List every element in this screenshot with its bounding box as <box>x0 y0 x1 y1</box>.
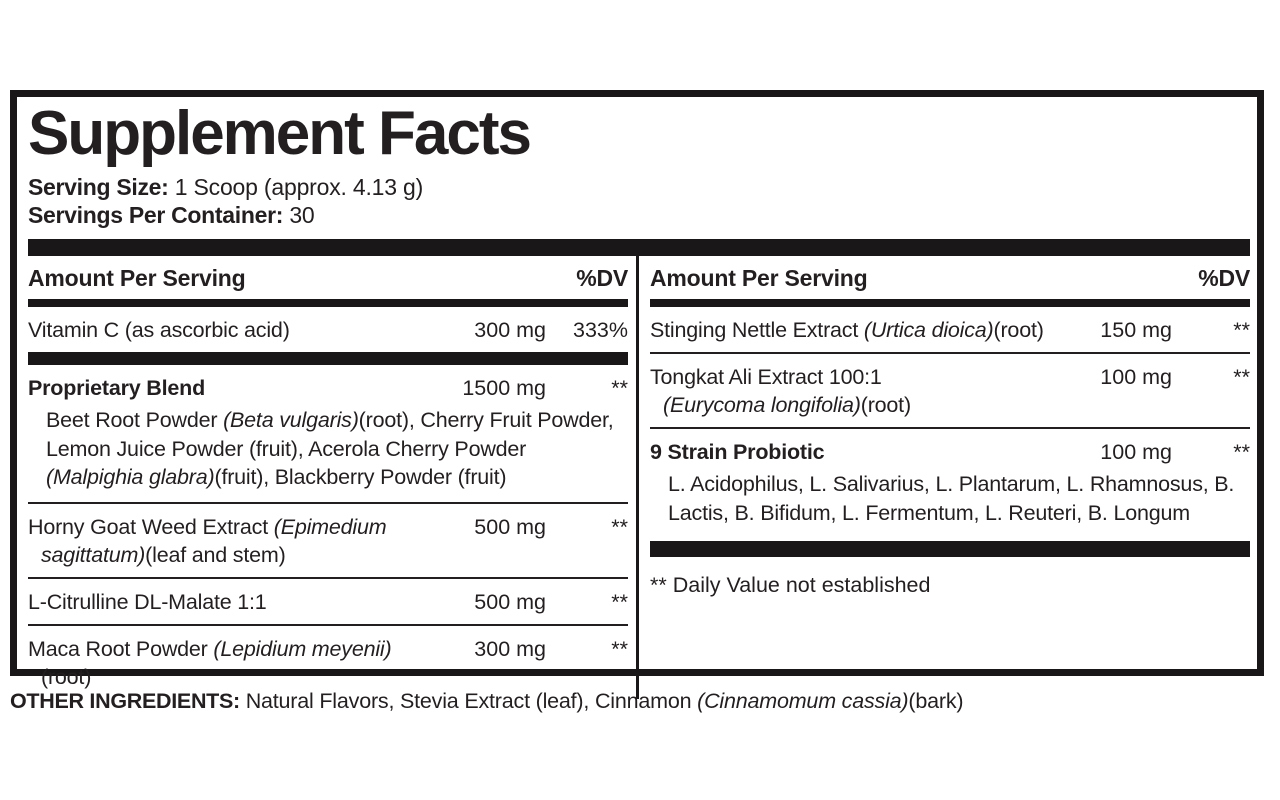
dv-footnote: ** Daily Value not established <box>650 573 931 598</box>
thick-separator-bar <box>28 239 1250 256</box>
text-part: Stinging Nettle Extract <box>650 318 864 343</box>
nutrient-row-line <box>28 504 628 577</box>
nutrient-dv: ** <box>1233 318 1250 343</box>
nutrient-row <box>28 504 628 577</box>
text-part: (bark) <box>908 689 964 713</box>
text-part: L-Citrulline DL-Malate 1:1 <box>28 589 267 614</box>
right-column-header <box>650 256 1250 299</box>
header-separator-bar <box>28 299 628 307</box>
nutrient-description <box>46 406 628 492</box>
text-part: Maca Root Powder <box>28 636 214 661</box>
serving-size-value: 1 Scoop (approx. 4.13 g) <box>168 174 424 201</box>
nutrient-row-line <box>28 307 628 352</box>
nutrient-name <box>28 374 432 402</box>
nutrient-row <box>28 307 628 352</box>
latin-name-text: (Lepidium meyenii) <box>213 636 392 661</box>
nutrient-row-line <box>28 579 628 624</box>
nutrient-name <box>650 363 1062 419</box>
nutrient-dv: ** <box>611 376 628 401</box>
page-title: Supplement Facts <box>28 99 530 168</box>
nutrient-amount: 1500 mg <box>462 376 546 401</box>
text-part: (leaf and stem) <box>145 542 286 567</box>
left-nutrient-rows <box>28 307 628 699</box>
supplement-facts-panel <box>10 90 1264 689</box>
latin-name-text: (Malpighia glabra) <box>46 465 215 490</box>
servings-per-container-label: Servings Per Container: <box>28 202 284 229</box>
section-separator-bar <box>650 541 1250 557</box>
latin-name-text: (Urtica dioica) <box>863 318 994 343</box>
other-ingredients-label: OTHER INGREDIENTS: <box>10 689 240 713</box>
left-column-header <box>28 256 628 299</box>
text-part: (root) <box>860 393 911 418</box>
nutrient-columns <box>28 256 1250 699</box>
nutrient-dv: 333% <box>573 318 628 343</box>
text-part: (root) <box>41 664 92 689</box>
text-part: Vitamin C (as ascorbic acid) <box>28 318 290 343</box>
nutrient-amount: 500 mg <box>474 589 546 614</box>
text-part: Tongkat Ali Extract 100:1 <box>650 365 882 390</box>
text-part: Natural Flavors, Stevia Extract (leaf), Cinnamon <box>239 689 698 713</box>
right-column <box>650 256 1250 699</box>
nutrient-amount: 150 mg <box>1100 318 1172 343</box>
latin-name-text: (Cinnamomum cassia) <box>697 689 909 713</box>
section-separator-bar <box>28 352 628 365</box>
nutrient-name <box>28 635 432 691</box>
latin-name-text: sagittatum) <box>41 542 146 567</box>
nutrient-name <box>28 588 432 616</box>
dv-header: %DV <box>1198 265 1250 292</box>
right-nutrient-rows <box>650 307 1250 599</box>
nutrient-name <box>28 513 432 569</box>
latin-name-text: (Epimedium <box>273 514 387 539</box>
nutrient-name <box>28 316 432 344</box>
nutrient-row <box>650 354 1250 427</box>
nutrient-dv: ** <box>611 589 628 614</box>
text-part: Horny Goat Weed Extract <box>28 514 274 539</box>
nutrient-amount: 500 mg <box>474 514 546 539</box>
servings-per-container-value: 30 <box>283 202 315 229</box>
nutrient-row <box>28 579 628 624</box>
nutrient-dv: ** <box>1233 365 1250 390</box>
amount-per-serving-header: Amount Per Serving <box>28 265 246 292</box>
header-separator-bar <box>650 299 1250 307</box>
other-ingredients-line <box>10 688 1260 714</box>
serving-size-label: Serving Size: <box>28 174 169 201</box>
nutrient-dv: ** <box>611 636 628 661</box>
nutrient-row <box>650 429 1250 527</box>
nutrient-name <box>650 316 1062 344</box>
nutrient-row <box>650 307 1250 352</box>
text-part: Proprietary Blend <box>28 376 206 401</box>
nutrient-row-line <box>650 307 1250 352</box>
dv-header: %DV <box>576 265 628 292</box>
latin-name-text: (Eurycoma longifolia) <box>663 393 861 418</box>
nutrient-amount: 300 mg <box>474 318 546 343</box>
nutrient-amount: 100 mg <box>1100 365 1172 390</box>
other-ingredients-value <box>240 689 963 713</box>
text-part: (root), Cherry Fruit Powder, Lemon Juice Powder (fruit), Acerola Cherry Powder <box>46 408 614 461</box>
nutrient-description <box>668 470 1250 527</box>
nutrient-amount: 300 mg <box>474 636 546 661</box>
serving-size-line <box>28 173 1250 201</box>
left-column <box>28 256 628 699</box>
column-divider <box>636 256 639 699</box>
text-part: (root) <box>993 318 1044 343</box>
text-part: (fruit), Blackberry Powder (fruit) <box>214 465 507 490</box>
nutrient-row-line <box>28 365 628 410</box>
nutrient-row-line <box>650 354 1250 427</box>
latin-name-text: (Beta vulgaris) <box>223 408 359 433</box>
servings-per-container-line <box>28 201 1250 229</box>
nutrient-amount: 100 mg <box>1100 440 1172 465</box>
amount-per-serving-header: Amount Per Serving <box>650 265 868 292</box>
nutrient-row-line <box>650 429 1250 474</box>
nutrient-row <box>28 365 628 492</box>
nutrient-dv: ** <box>611 514 628 539</box>
nutrient-name <box>650 438 1062 466</box>
text-part: Beet Root Powder <box>46 408 224 433</box>
text-part: 9 Strain Probiotic <box>650 440 825 465</box>
nutrient-dv: ** <box>1233 440 1250 465</box>
text-part: L. Acidophilus, L. Salivarius, L. Plantarum, L. Rhamnosus, B. Lactis, B. Bifidum, L. Fermentum, L. Reuteri, B. Longum <box>668 472 1235 525</box>
